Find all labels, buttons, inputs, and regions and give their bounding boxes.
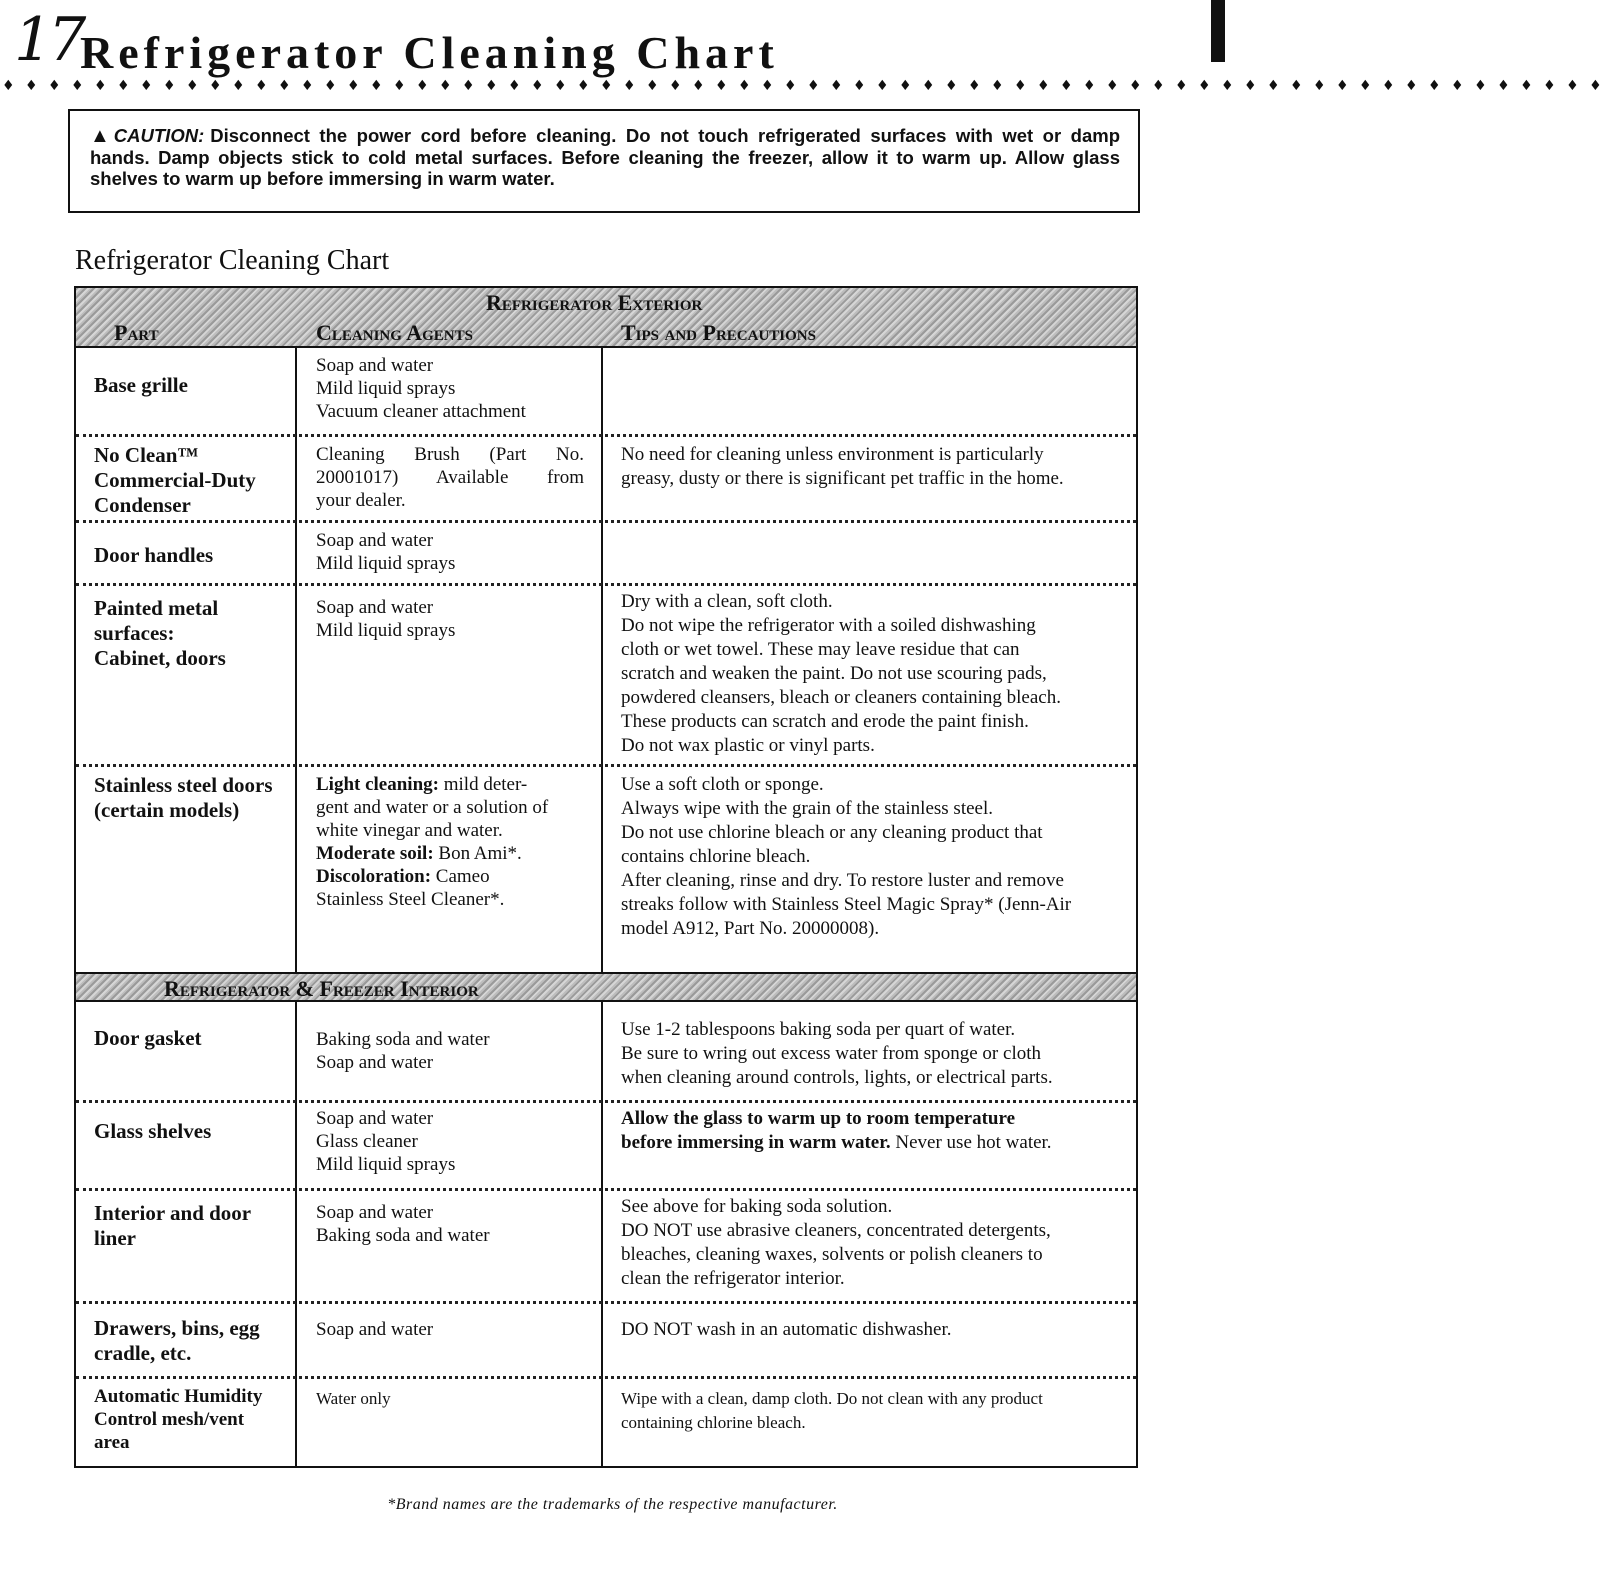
table-row (76, 586, 1136, 767)
part-cell: No Clean™ Commercial-Duty Condenser (94, 443, 256, 517)
caution-text: Disconnect the power cord before cleaning. Do not touch refrigerated surfaces with wet or damp hands. Damp objects stick to cold metal surfaces. Before cleaning the freezer, allow it to warm up. Allow glass shelves to warm up before immersing in warm water. (90, 125, 1120, 189)
tips-cell: Use a soft cloth or sponge. Always wipe with the grain of the stainless steel. Do not use chlorine bleach or any cleaning product that contains chlorine bleach. After cleaning, rinse and dry. To restore luster and remove streaks follow with Stainless Steel Magic Spray* (Jenn-Air model A912, Part No. 20000008). (621, 774, 1072, 939)
tips-cell: DO NOT wash in an automatic dishwasher. (621, 1319, 952, 1340)
agents-cell: Light cleaning: mild deter- gent and water or a solution of white vinegar and water. Moderate soil: Bon Ami*. Discoloration: Cameo Stainless Steel Cleaner*. (316, 774, 549, 910)
tips-cell: No need for cleaning unless environment is particularly greasy, dusty or there is significant pet traffic in the home. (621, 444, 1064, 489)
page-number: 17 (14, 5, 83, 75)
chart-title: Refrigerator Cleaning Chart (75, 245, 390, 276)
table-row (76, 1103, 1136, 1191)
table-row (76, 437, 1136, 523)
table-row (76, 767, 1136, 972)
warning-triangle-icon: ▲ (90, 125, 110, 147)
caution-box (68, 109, 1140, 213)
agents-cell: Cleaning Brush (Part No. 20001017) Available from your dealer. (316, 444, 584, 511)
page-title: Refrigerator Cleaning Chart (80, 27, 779, 78)
agents-cell: Soap and water Mild liquid sprays Vacuum cleaner attachment (316, 355, 526, 422)
part-cell: Automatic Humidity Control mesh/vent area (94, 1386, 263, 1453)
part-cell: Drawers, bins, egg cradle, etc. (94, 1316, 260, 1365)
edge-tab-mark (1211, 0, 1225, 62)
exterior-heading: Refrigerator Exterior (486, 290, 703, 315)
table-row (76, 1002, 1136, 1103)
cleaning-chart (74, 286, 1138, 1468)
agents-cell: Water only (316, 1389, 391, 1408)
column-header-tips: Tips and Precautions (621, 320, 816, 345)
table-row (76, 348, 1136, 437)
part-cell: Door handles (94, 543, 214, 567)
caution-label: CAUTION: (113, 125, 205, 146)
part-cell: Interior and door liner (94, 1201, 252, 1250)
part-cell: Stainless steel doors (certain models) (94, 773, 273, 822)
part-cell: Painted metal surfaces: Cabinet, doors (94, 596, 226, 670)
agents-cell: Soap and water Baking soda and water (316, 1202, 490, 1246)
column-header-agents: Cleaning Agents (316, 320, 473, 345)
table-row (76, 1191, 1136, 1304)
agents-cell: Soap and water Glass cleaner Mild liquid sprays (316, 1108, 456, 1175)
agents-cell: Soap and water (316, 1319, 434, 1340)
tips-cell: Allow the glass to warm up to room temperature before immersing in warm water. Never use hot water. (621, 1108, 1052, 1153)
agents-cell: Soap and water Mild liquid sprays (316, 597, 456, 641)
page-header (0, 0, 1605, 100)
table-row (76, 523, 1136, 586)
part-cell: Glass shelves (94, 1119, 212, 1143)
tips-cell: See above for baking soda solution. DO NOT use abrasive cleaners, concentrated detergents, bleaches, cleaning waxes, solvents or polish cleaners to clean the refrigerator interior. (621, 1196, 1051, 1289)
tips-cell: Dry with a clean, soft cloth. Do not wipe the refrigerator with a soiled dishwashing cloth or wet towel. These may leave residue that can scratch and weaken the paint. Do not use scouring pads, powdered cleansers, bleach or cleaners containing bleach. These products can scratch and erode the paint finish. Do not wax plastic or vinyl parts. (621, 591, 1061, 756)
exterior-header-band (76, 288, 1136, 348)
table-row (76, 1304, 1136, 1379)
column-header-part: Part (114, 320, 159, 345)
interior-header-band (76, 972, 1136, 1002)
diamond-rule: ♦ ♦ ♦ ♦ ♦ ♦ ♦ ♦ ♦ ♦ ♦ ♦ ♦ ♦ ♦ ♦ ♦ ♦ ♦ ♦ ♦ ♦ ♦ ♦ ♦ ♦ ♦ ♦ ♦ ♦ ♦ ♦ ♦ ♦ ♦ ♦ ♦ ♦ ♦ ♦ ♦ ♦ ♦ ♦ ♦ ♦ ♦ ♦ ♦ ♦ ♦ ♦ ♦ ♦ ♦ ♦ ♦ ♦ ♦ ♦ ♦ ♦ ♦ ♦ ♦ ♦ ♦ ♦ ♦ ♦ (2, 78, 1605, 94)
agents-cell: Baking soda and water Soap and water (316, 1029, 490, 1073)
tips-cell: Use 1-2 tablespoons baking soda per quart of water. Be sure to wring out excess water from sponge or cloth when cleaning around controls, lights, or electrical parts. (621, 1019, 1053, 1088)
table-row (76, 1379, 1136, 1468)
agents-cell: Soap and water Mild liquid sprays (316, 530, 456, 574)
tips-cell: Wipe with a clean, damp cloth. Do not clean with any product containing chlorine bleach. (621, 1389, 1043, 1432)
interior-heading: Refrigerator & Freezer Interior (164, 976, 479, 1001)
part-cell: Door gasket (94, 1026, 202, 1050)
footnote: *Brand names are the trademarks of the respective manufacturer. (387, 1496, 838, 1513)
part-cell: Base grille (94, 373, 188, 397)
